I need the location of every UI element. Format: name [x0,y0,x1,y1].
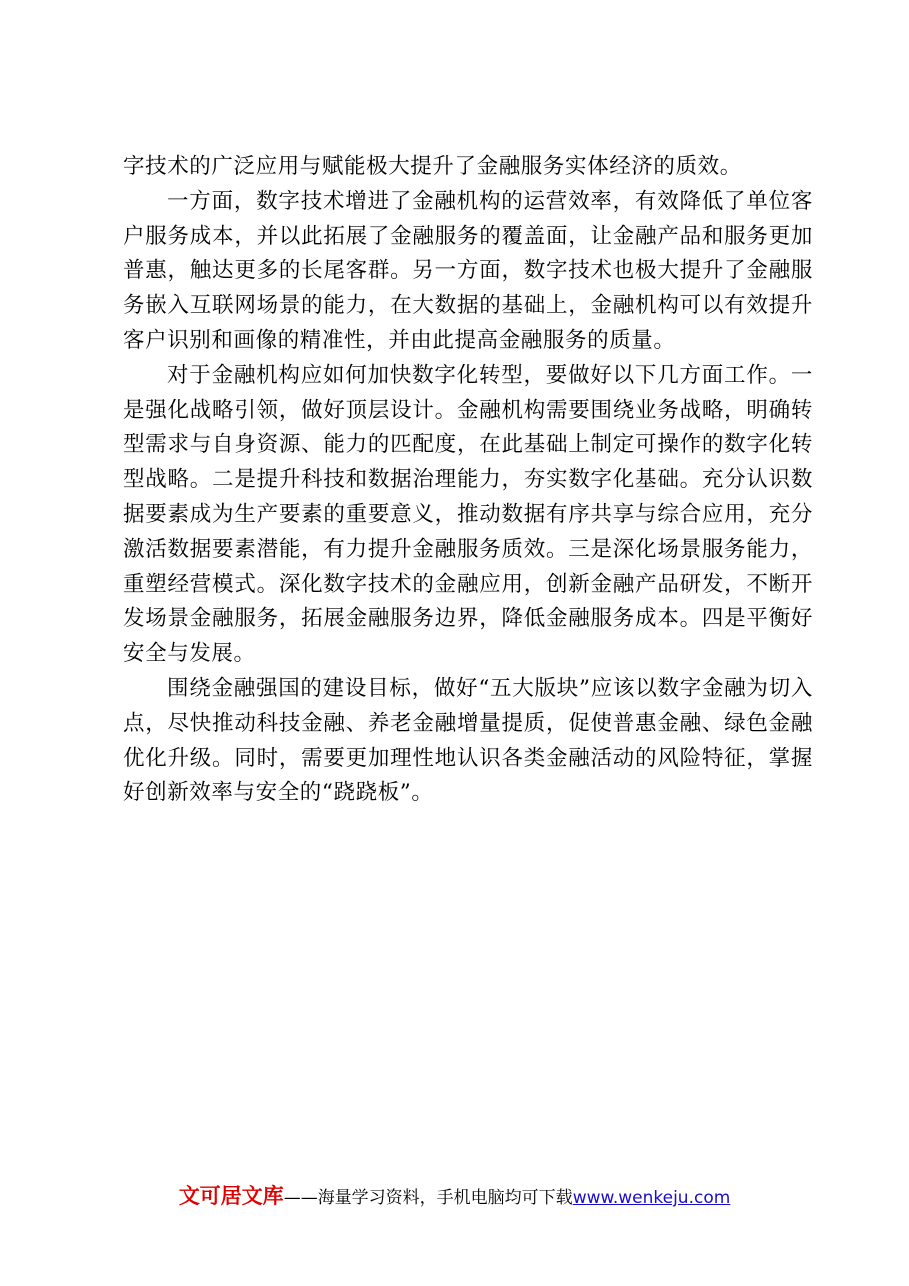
document-body [123,150,813,811]
paragraph-continuation: 字技术的广泛应用与赋能极大提升了金融服务实体经济的质效。 [123,154,742,179]
page-footer [0,1180,909,1210]
paragraph-financial-power-goals: 围绕金融强国的建设目标，做好“五大版块”应该以数字金融为切入点，尽快推动科技金融、养老金融增量提质，促使普惠金融、绿色金融优化升级。同时，需要更加理性地认识各类金融活动的风险特征，掌握好创新效率与安全的“跷跷板”。 [123,675,813,806]
paragraph-digital-tech-benefits: 一方面，数字技术增进了金融机构的运营效率，有效降低了单位客户服务成本，并以此拓展了金融服务的覆盖面，让金融产品和服务更加普惠，触达更多的长尾客群。另一方面，数字技术也极大提升了金融服务嵌入互联网场景的能力，在大数据的基础上，金融机构可以有效提升客户识别和画像的精准性，并由此提高金融服务的质量。 [123,188,813,353]
paragraph-transformation-measures: 对于金融机构应如何加快数字化转型，要做好以下几方面工作。一是强化战略引领，做好顶层设计。金融机构需要围绕业务战略，明确转型需求与自身资源、能力的匹配度，在此基础上制定可操作的数字化转型战略。二是提升科技和数据治理能力，夯实数字化基础。充分认识数据要素成为生产要素的重要意义，推动数据有序共享与综合应用，充分激活数据要素潜能，有力提升金融服务质效。三是深化场景服务能力，重塑经营模式。深化数字技术的金融应用，创新金融产品研发，不断开发场景金融服务，拓展金融服务边界，降低金融服务成本。四是平衡好安全与发展。 [123,362,813,667]
footer-website-link[interactable]: www.wenkeju.com [572,1188,731,1208]
footer-tagline: ——海量学习资料，手机电脑均可下载 [283,1188,573,1208]
footer-brand-name: 文可居文库 [178,1184,284,1208]
